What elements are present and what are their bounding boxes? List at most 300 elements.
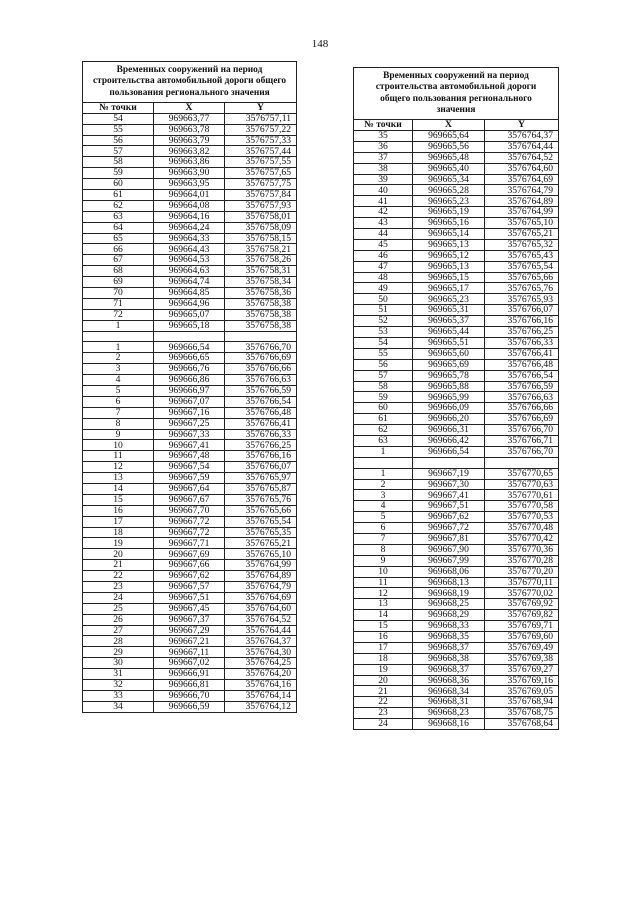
table-row [354, 131, 559, 142]
y-coordinate-cell: 3576764,99 [225, 560, 297, 571]
x-coordinate-cell: 969667,67 [154, 494, 225, 505]
table-row [83, 614, 297, 625]
y-coordinate-cell: 3576769,16 [485, 675, 559, 686]
y-coordinate-cell: 3576764,99 [485, 207, 559, 218]
y-coordinate-cell: 3576757,33 [225, 135, 297, 146]
table-row [354, 229, 559, 240]
y-coordinate-cell: 3576758,36 [225, 287, 297, 298]
x-coordinate-cell: 969667,48 [154, 451, 225, 462]
table-row [83, 353, 297, 364]
x-coordinate-cell: 969667,25 [154, 418, 225, 429]
point-number-cell: 29 [83, 647, 154, 658]
table-row [83, 146, 297, 157]
table-row [354, 555, 559, 566]
y-coordinate-cell: 3576768,75 [485, 708, 559, 719]
table-row [354, 348, 559, 359]
y-coordinate-cell: 3576770,53 [485, 512, 559, 523]
table-row [354, 468, 559, 479]
table-caption: Временных сооружений на период строительства автомобильной дороги общего пользования регионального значения [354, 68, 559, 120]
x-coordinate-cell: 969667,54 [154, 462, 225, 473]
table-row [83, 582, 297, 593]
point-number-cell: 32 [83, 680, 154, 691]
point-number-cell: 24 [83, 592, 154, 603]
point-number-cell: 45 [354, 239, 413, 250]
point-number-cell: 1 [354, 446, 413, 457]
x-coordinate-cell: 969668,16 [413, 719, 485, 730]
x-coordinate-cell: 969664,08 [154, 200, 225, 211]
table-row [83, 375, 297, 386]
point-number-cell: 22 [83, 571, 154, 582]
y-coordinate-cell [485, 457, 559, 468]
table-row [354, 610, 559, 621]
y-coordinate-cell: 3576770,36 [485, 544, 559, 555]
table-row [354, 316, 559, 327]
point-number-cell: 23 [83, 582, 154, 593]
point-number-cell: 59 [354, 392, 413, 403]
x-coordinate-cell: 969664,85 [154, 287, 225, 298]
point-number-cell: 44 [354, 229, 413, 240]
x-coordinate-cell: 969664,53 [154, 255, 225, 266]
table-row [354, 272, 559, 283]
x-coordinate-cell: 969663,95 [154, 179, 225, 190]
y-coordinate-cell: 3576769,60 [485, 631, 559, 642]
x-coordinate-cell: 969668,13 [413, 577, 485, 588]
point-number-cell: 52 [354, 316, 413, 327]
column-header-y: Y [485, 120, 559, 131]
column-header-y: Y [225, 102, 297, 113]
x-coordinate-cell [413, 457, 485, 468]
point-number-cell: 20 [354, 675, 413, 686]
point-number-cell: 69 [83, 277, 154, 288]
table-row [83, 200, 297, 211]
x-coordinate-cell: 969665,15 [413, 272, 485, 283]
y-coordinate-cell: 3576770,48 [485, 523, 559, 534]
column-header-x: X [413, 120, 485, 131]
y-coordinate-cell: 3576770,58 [485, 501, 559, 512]
y-coordinate-cell: 3576758,21 [225, 244, 297, 255]
point-number-cell: 22 [354, 697, 413, 708]
y-coordinate-cell: 3576764,37 [225, 636, 297, 647]
point-number-cell [354, 457, 413, 468]
x-coordinate-cell: 969667,37 [154, 614, 225, 625]
y-coordinate-cell: 3576765,35 [225, 527, 297, 538]
y-coordinate-cell: 3576768,64 [485, 719, 559, 730]
y-coordinate-cell: 3576765,10 [225, 549, 297, 560]
x-coordinate-cell: 969665,19 [413, 207, 485, 218]
point-number-cell: 30 [83, 658, 154, 669]
y-coordinate-cell: 3576766,69 [485, 414, 559, 425]
x-coordinate-cell: 969664,01 [154, 189, 225, 200]
point-number-cell: 13 [83, 473, 154, 484]
table-row [354, 686, 559, 697]
y-coordinate-cell [225, 331, 297, 342]
point-number-cell: 43 [354, 218, 413, 229]
point-number-cell: 56 [83, 135, 154, 146]
point-number-cell: 10 [83, 440, 154, 451]
x-coordinate-cell: 969667,51 [413, 501, 485, 512]
y-coordinate-cell: 3576766,33 [225, 429, 297, 440]
table-row [83, 560, 297, 571]
table-row [354, 327, 559, 338]
x-coordinate-cell: 969666,76 [154, 364, 225, 375]
point-number-cell: 33 [83, 690, 154, 701]
point-number-cell: 12 [354, 588, 413, 599]
y-coordinate-cell: 3576764,44 [485, 141, 559, 152]
point-number-cell: 14 [354, 610, 413, 621]
x-coordinate-cell: 969665,31 [413, 305, 485, 316]
x-coordinate-cell: 969667,69 [154, 549, 225, 560]
point-number-cell: 28 [83, 636, 154, 647]
table-row [354, 697, 559, 708]
y-coordinate-cell: 3576765,66 [485, 272, 559, 283]
x-coordinate-cell: 969667,21 [154, 636, 225, 647]
y-coordinate-cell: 3576764,60 [225, 603, 297, 614]
x-coordinate-cell: 969667,41 [413, 490, 485, 501]
y-coordinate-cell: 3576764,79 [225, 582, 297, 593]
x-coordinate-cell: 969667,71 [154, 538, 225, 549]
y-coordinate-cell: 3576764,52 [225, 614, 297, 625]
table-row [83, 451, 297, 462]
x-coordinate-cell: 969668,37 [413, 664, 485, 675]
table-row [83, 287, 297, 298]
y-coordinate-cell: 3576766,33 [485, 337, 559, 348]
y-coordinate-cell: 3576766,63 [485, 392, 559, 403]
y-coordinate-cell: 3576764,79 [485, 185, 559, 196]
y-coordinate-cell: 3576766,69 [225, 353, 297, 364]
table-row [354, 403, 559, 414]
page-number: 148 [311, 38, 329, 50]
table-row [83, 179, 297, 190]
x-coordinate-cell: 969667,72 [154, 527, 225, 538]
x-coordinate-cell: 969667,30 [413, 479, 485, 490]
x-coordinate-cell: 969665,13 [413, 239, 485, 250]
point-number-cell: 18 [354, 653, 413, 664]
x-coordinate-cell: 969666,31 [413, 425, 485, 436]
point-number-cell: 20 [83, 549, 154, 560]
point-number-cell: 67 [83, 255, 154, 266]
table-row [354, 512, 559, 523]
table-row [354, 523, 559, 534]
point-number-cell: 54 [354, 337, 413, 348]
x-coordinate-cell: 969667,07 [154, 396, 225, 407]
y-coordinate-cell: 3576770,20 [485, 566, 559, 577]
table-row [354, 250, 559, 261]
point-number-cell: 46 [354, 250, 413, 261]
x-coordinate-cell: 969664,96 [154, 298, 225, 309]
y-coordinate-cell: 3576758,26 [225, 255, 297, 266]
y-coordinate-cell: 3576770,02 [485, 588, 559, 599]
y-coordinate-cell: 3576764,20 [225, 669, 297, 680]
y-coordinate-cell: 3576770,61 [485, 490, 559, 501]
x-coordinate-cell: 969663,86 [154, 157, 225, 168]
table-row [354, 305, 559, 316]
table-row [83, 266, 297, 277]
x-coordinate-cell: 969667,70 [154, 505, 225, 516]
x-coordinate-cell [154, 331, 225, 342]
x-coordinate-cell: 969667,81 [413, 533, 485, 544]
y-coordinate-cell: 3576758,09 [225, 222, 297, 233]
x-coordinate-cell: 969665,40 [413, 163, 485, 174]
point-number-cell: 4 [354, 501, 413, 512]
y-coordinate-cell: 3576764,52 [485, 152, 559, 163]
table-row [83, 364, 297, 375]
table-row [354, 337, 559, 348]
table-row [354, 239, 559, 250]
x-coordinate-cell: 969667,62 [154, 571, 225, 582]
y-coordinate-cell: 3576764,12 [225, 701, 297, 712]
y-coordinate-cell: 3576757,22 [225, 124, 297, 135]
point-number-cell: 16 [83, 505, 154, 516]
table-row [83, 211, 297, 222]
table-row [354, 392, 559, 403]
y-coordinate-cell: 3576766,54 [225, 396, 297, 407]
table-row [83, 462, 297, 473]
point-number-cell: 72 [83, 309, 154, 320]
point-number-cell: 36 [354, 141, 413, 152]
y-coordinate-cell: 3576765,93 [485, 294, 559, 305]
point-number-cell: 2 [83, 353, 154, 364]
point-number-cell: 21 [83, 560, 154, 571]
table-row [354, 719, 559, 730]
y-coordinate-cell: 3576765,97 [225, 473, 297, 484]
y-coordinate-cell: 3576766,59 [485, 381, 559, 392]
x-coordinate-cell: 969665,64 [413, 131, 485, 142]
point-number-cell: 66 [83, 244, 154, 255]
point-number-cell: 2 [354, 479, 413, 490]
x-coordinate-cell: 969665,78 [413, 370, 485, 381]
y-coordinate-cell: 3576766,66 [225, 364, 297, 375]
y-coordinate-cell: 3576770,63 [485, 479, 559, 490]
table-row [83, 244, 297, 255]
y-coordinate-cell: 3576757,44 [225, 146, 297, 157]
table-row [83, 636, 297, 647]
table-row [354, 621, 559, 632]
table-row [354, 566, 559, 577]
point-number-cell: 9 [83, 429, 154, 440]
point-number-cell: 13 [354, 599, 413, 610]
x-coordinate-cell: 969665,51 [413, 337, 485, 348]
point-number-cell: 11 [354, 577, 413, 588]
x-coordinate-cell: 969668,36 [413, 675, 485, 686]
y-coordinate-cell: 3576766,70 [485, 446, 559, 457]
x-coordinate-cell: 969667,11 [154, 647, 225, 658]
point-number-cell: 60 [354, 403, 413, 414]
y-coordinate-cell: 3576757,75 [225, 179, 297, 190]
point-number-cell: 25 [83, 603, 154, 614]
table-row [83, 516, 297, 527]
y-coordinate-cell: 3576770,65 [485, 468, 559, 479]
point-number-cell: 15 [354, 621, 413, 632]
y-coordinate-cell: 3576758,15 [225, 233, 297, 244]
point-number-cell: 34 [83, 701, 154, 712]
point-number-cell: 14 [83, 484, 154, 495]
point-number-cell [83, 331, 154, 342]
y-coordinate-cell: 3576766,25 [225, 440, 297, 451]
x-coordinate-cell: 969665,44 [413, 327, 485, 338]
table-row [83, 277, 297, 288]
table-row [83, 342, 297, 353]
x-coordinate-cell: 969665,18 [154, 320, 225, 331]
table-row [83, 298, 297, 309]
point-number-cell: 65 [83, 233, 154, 244]
point-number-cell: 51 [354, 305, 413, 316]
table-row [354, 675, 559, 686]
point-number-cell: 47 [354, 261, 413, 272]
y-coordinate-cell: 3576766,16 [485, 316, 559, 327]
x-coordinate-cell: 969666,81 [154, 680, 225, 691]
y-coordinate-cell: 3576770,11 [485, 577, 559, 588]
x-coordinate-cell: 969666,54 [154, 342, 225, 353]
y-coordinate-cell: 3576766,16 [225, 451, 297, 462]
point-number-cell: 5 [83, 386, 154, 397]
x-coordinate-cell: 969663,77 [154, 113, 225, 124]
x-coordinate-cell: 969666,65 [154, 353, 225, 364]
y-coordinate-cell: 3576765,76 [485, 283, 559, 294]
x-coordinate-cell: 969666,20 [413, 414, 485, 425]
y-coordinate-cell: 3576766,48 [225, 407, 297, 418]
point-number-cell: 24 [354, 719, 413, 730]
point-number-cell: 17 [354, 642, 413, 653]
table-row [354, 501, 559, 512]
y-coordinate-cell: 3576766,59 [225, 386, 297, 397]
point-number-cell: 19 [354, 664, 413, 675]
y-coordinate-cell: 3576766,25 [485, 327, 559, 338]
table-row [354, 370, 559, 381]
y-coordinate-cell: 3576766,63 [225, 375, 297, 386]
point-number-cell: 63 [83, 211, 154, 222]
point-number-cell: 57 [83, 146, 154, 157]
point-number-cell: 62 [354, 425, 413, 436]
y-coordinate-cell: 3576769,82 [485, 610, 559, 621]
x-coordinate-cell: 969667,64 [154, 484, 225, 495]
x-coordinate-cell: 969668,33 [413, 621, 485, 632]
table-row [83, 505, 297, 516]
x-coordinate-cell: 969665,37 [413, 316, 485, 327]
point-number-cell: 63 [354, 435, 413, 446]
table-row [83, 669, 297, 680]
table-row [83, 309, 297, 320]
point-number-cell: 42 [354, 207, 413, 218]
coordinates-table-left [82, 61, 297, 713]
table-row [83, 680, 297, 691]
table-row [83, 331, 297, 342]
table-row [354, 174, 559, 185]
table-row [354, 152, 559, 163]
point-number-cell: 60 [83, 179, 154, 190]
point-number-cell: 40 [354, 185, 413, 196]
table-row [83, 320, 297, 331]
table-row [354, 359, 559, 370]
x-coordinate-cell: 969665,17 [413, 283, 485, 294]
table-row [83, 429, 297, 440]
x-coordinate-cell: 969667,72 [154, 516, 225, 527]
y-coordinate-cell: 3576764,60 [485, 163, 559, 174]
table-row [354, 446, 559, 457]
point-number-cell: 8 [354, 544, 413, 555]
x-coordinate-cell: 969666,70 [154, 690, 225, 701]
y-coordinate-cell: 3576764,30 [225, 647, 297, 658]
point-number-cell: 10 [354, 566, 413, 577]
x-coordinate-cell: 969663,82 [154, 146, 225, 157]
y-coordinate-cell: 3576770,28 [485, 555, 559, 566]
x-coordinate-cell: 969663,78 [154, 124, 225, 135]
point-number-cell: 55 [354, 348, 413, 359]
x-coordinate-cell: 969668,35 [413, 631, 485, 642]
column-header-point-number: № точки [83, 102, 154, 113]
y-coordinate-cell: 3576765,54 [485, 261, 559, 272]
table-row [354, 141, 559, 152]
x-coordinate-cell: 969665,23 [413, 196, 485, 207]
x-coordinate-cell: 969665,56 [413, 141, 485, 152]
x-coordinate-cell: 969667,51 [154, 592, 225, 603]
x-coordinate-cell: 969667,62 [413, 512, 485, 523]
point-number-cell: 71 [83, 298, 154, 309]
table-row [83, 189, 297, 200]
point-number-cell: 68 [83, 266, 154, 277]
point-number-cell: 70 [83, 287, 154, 298]
table-row [83, 549, 297, 560]
x-coordinate-cell: 969667,02 [154, 658, 225, 669]
y-coordinate-cell: 3576758,38 [225, 309, 297, 320]
table-row [354, 381, 559, 392]
table-row [354, 479, 559, 490]
y-coordinate-cell: 3576764,69 [485, 174, 559, 185]
x-coordinate-cell: 969667,99 [413, 555, 485, 566]
table-row [83, 440, 297, 451]
x-coordinate-cell: 969666,97 [154, 386, 225, 397]
table-row [354, 414, 559, 425]
x-coordinate-cell: 969663,79 [154, 135, 225, 146]
x-coordinate-cell: 969664,24 [154, 222, 225, 233]
table-row [354, 664, 559, 675]
y-coordinate-cell: 3576768,94 [485, 697, 559, 708]
x-coordinate-cell: 969665,34 [413, 174, 485, 185]
y-coordinate-cell: 3576758,38 [225, 298, 297, 309]
x-coordinate-cell: 969665,23 [413, 294, 485, 305]
point-number-cell: 31 [83, 669, 154, 680]
table-row [83, 538, 297, 549]
y-coordinate-cell: 3576770,42 [485, 533, 559, 544]
x-coordinate-cell: 969667,66 [154, 560, 225, 571]
y-coordinate-cell: 3576764,89 [225, 571, 297, 582]
point-number-cell: 1 [83, 320, 154, 331]
table-row [83, 690, 297, 701]
y-coordinate-cell: 3576765,21 [485, 229, 559, 240]
x-coordinate-cell: 969665,14 [413, 229, 485, 240]
point-number-cell: 8 [83, 418, 154, 429]
column-header-point-number: № точки [354, 120, 413, 131]
y-coordinate-cell: 3576758,31 [225, 266, 297, 277]
point-number-cell: 35 [354, 131, 413, 142]
point-number-cell: 56 [354, 359, 413, 370]
x-coordinate-cell: 969667,19 [413, 468, 485, 479]
y-coordinate-cell: 3576765,21 [225, 538, 297, 549]
x-coordinate-cell: 969667,16 [154, 407, 225, 418]
x-coordinate-cell: 969668,31 [413, 697, 485, 708]
point-number-cell: 38 [354, 163, 413, 174]
table-row [354, 490, 559, 501]
y-coordinate-cell: 3576758,01 [225, 211, 297, 222]
table-row [83, 407, 297, 418]
x-coordinate-cell: 969668,37 [413, 642, 485, 653]
table-row [83, 113, 297, 124]
x-coordinate-cell: 969666,59 [154, 701, 225, 712]
table-row [354, 207, 559, 218]
point-number-cell: 64 [83, 222, 154, 233]
table-row [83, 396, 297, 407]
table-row [83, 701, 297, 712]
y-coordinate-cell: 3576758,38 [225, 320, 297, 331]
